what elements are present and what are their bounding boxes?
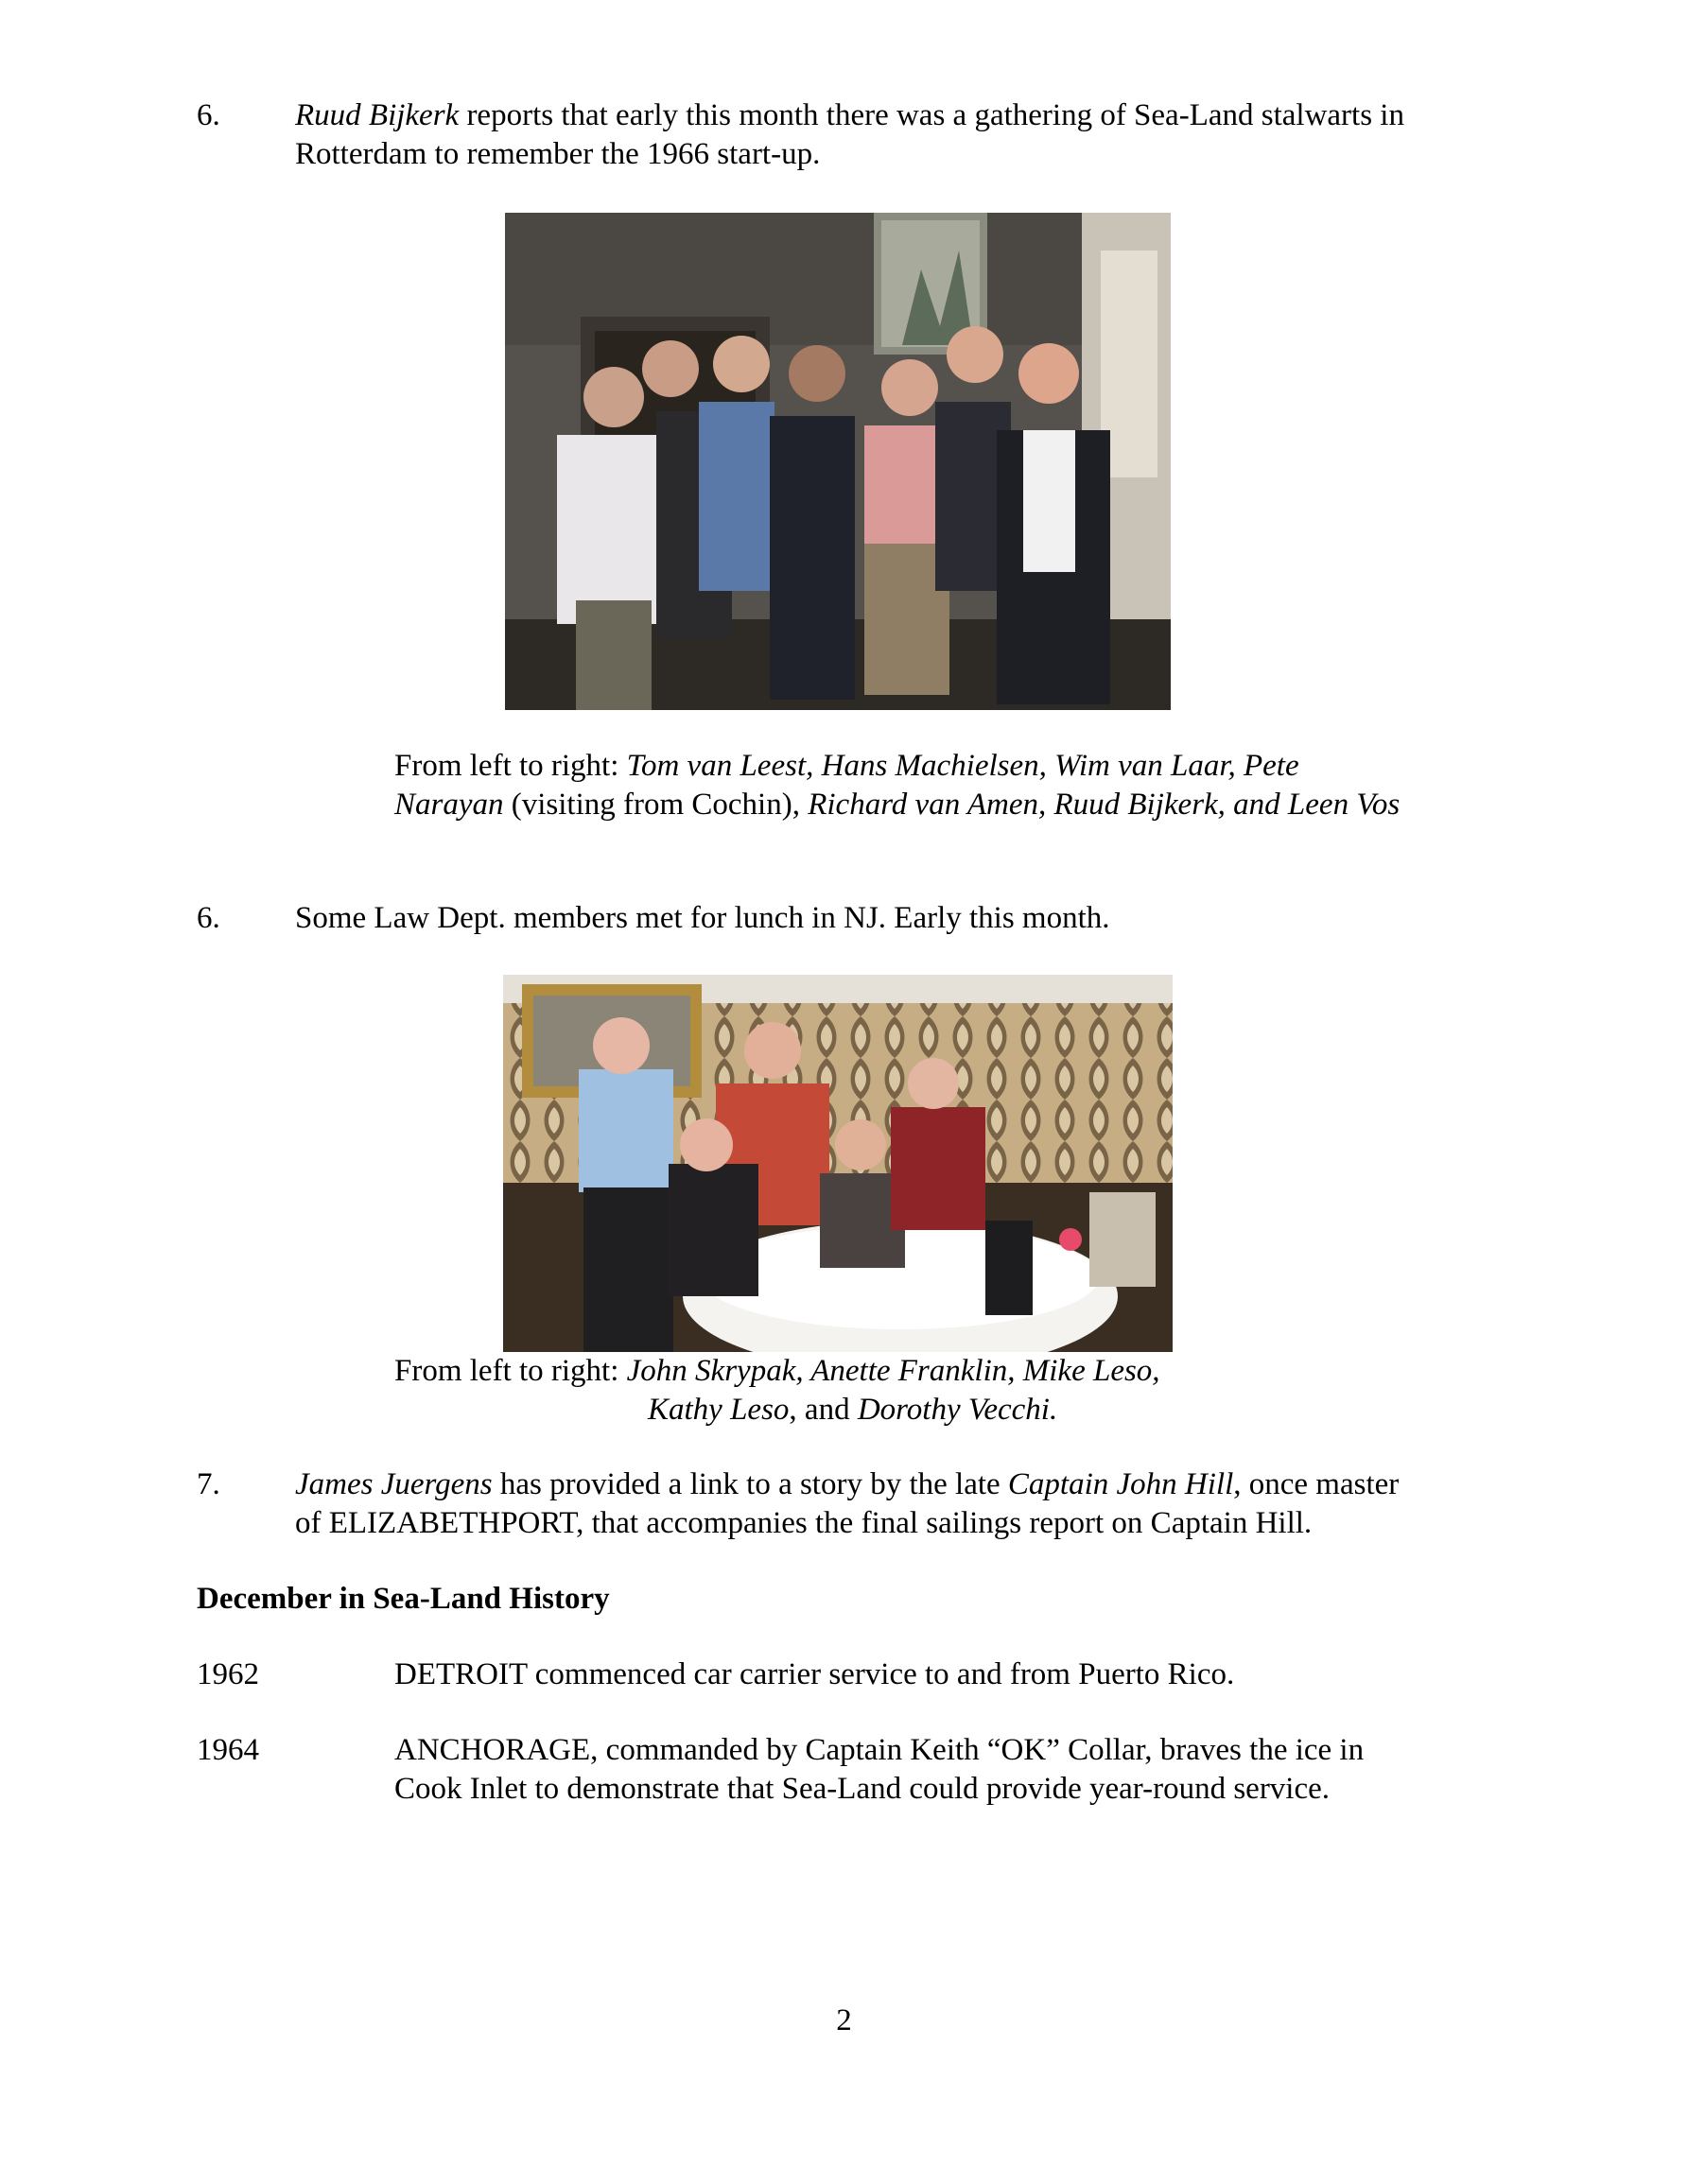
caption-prefix: From left to right: [394,749,627,783]
item-text-line2: of ELIZABETHPORT, that accompanies the final sailings report on Captain Hill. [295,1506,1313,1540]
caption-name: Dorothy Vecchi. [857,1393,1058,1427]
photo-caption [394,1352,1529,1391]
item-text: Some Law Dept. members met for lunch in NJ. Early this month. [295,901,1110,935]
caption-names: John Skrypak, Anette Franklin, Mike Leso, [626,1354,1160,1388]
history-text: DETROIT commenced car carrier service to and from Puerto Rico. [394,1657,1235,1691]
item-number: 6. [197,98,220,132]
caption-conjunction: , and [789,1393,858,1427]
item-text-line1: reports that early this month there was a gathering of Sea-Land stalwarts in [459,98,1404,132]
item-text-part: has provided a link to a story by the late [492,1467,1008,1501]
photo-caption [394,747,1529,786]
item-text-line2: Rotterdam to remember the 1966 start-up. [295,137,821,171]
caption-note: (visiting from Cochin), [503,788,809,822]
person-name: James Juergens [295,1467,493,1501]
history-year: 1962 [197,1657,259,1691]
person-name: Captain John Hill [1007,1467,1234,1501]
caption-names: Richard van Amen, Ruud Bijkerk, and Leen Vos [808,788,1401,822]
item-number: 6. [197,901,220,935]
page-number: 2 [836,2003,852,2037]
caption-names: Tom van Leest, Hans Machielsen, Wim van Laar, Pete [626,749,1299,783]
photo-caption-line2 [394,786,1529,824]
item-text [295,1465,1515,1504]
photo-caption-line2 [648,1391,1499,1430]
caption-name: Kathy Leso [648,1393,790,1427]
history-year: 1964 [197,1733,259,1767]
caption-name: Narayan [394,788,504,822]
history-text-line2: Cook Inlet to demonstrate that Sea-Land could provide year-round service. [394,1772,1331,1806]
item-number: 7. [197,1467,220,1501]
caption-prefix: From left to right: [394,1354,627,1388]
group-photo-rotterdam [505,213,1171,710]
item-text-part: , once master [1233,1467,1400,1501]
history-text: ANCHORAGE, commanded by Captain Keith “OK” Collar, braves the ice in [394,1733,1365,1767]
person-name: Ruud Bijkerk [295,98,460,132]
section-heading: December in Sea-Land History [197,1582,610,1616]
group-photo-law-dept [503,975,1173,1352]
item-text [295,96,1515,135]
